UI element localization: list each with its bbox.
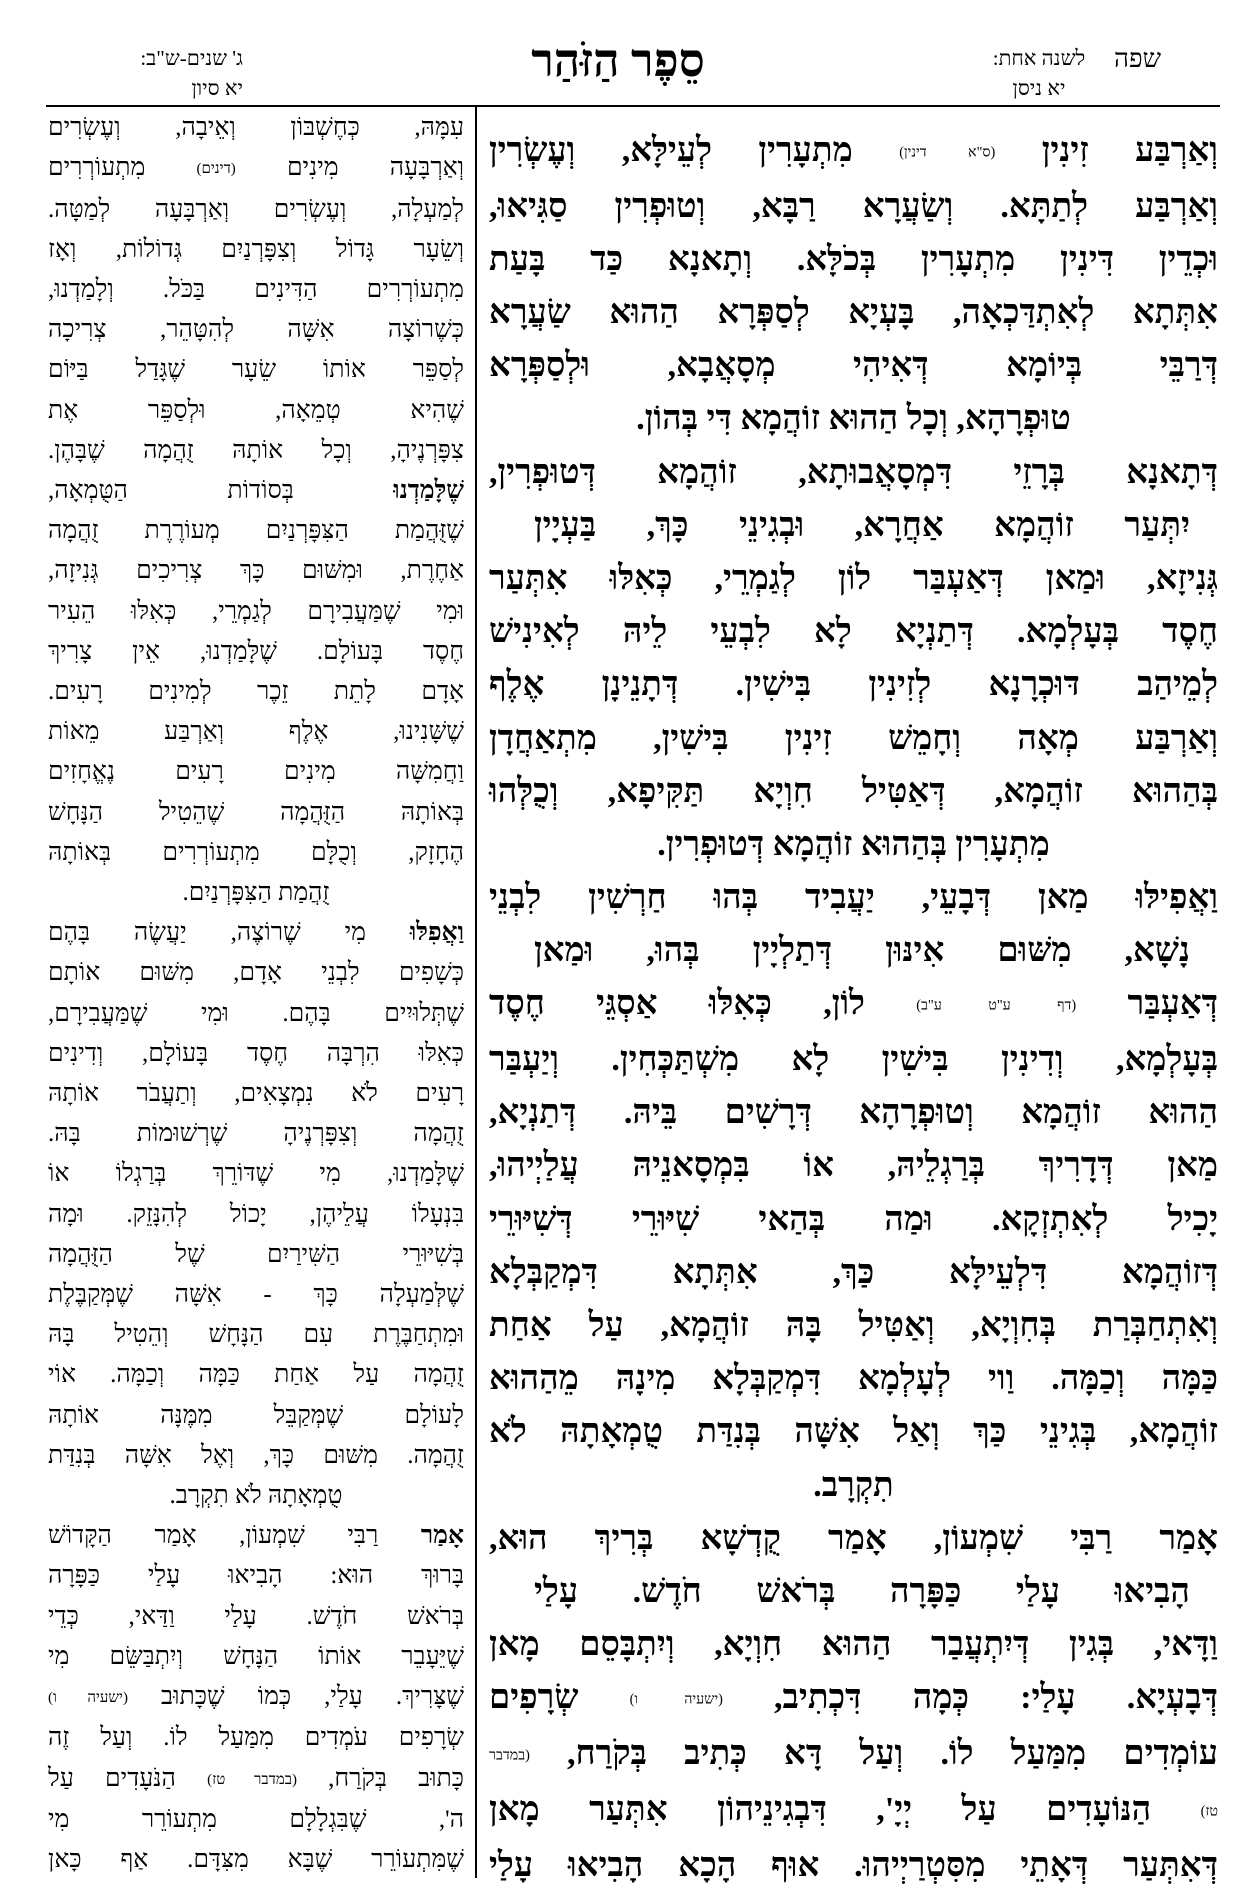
text-run: נָשָׁא, מִשּׁוּם אִינּוּן דְּתַלְיָין בְּהוּ, וּמַאן	[534, 932, 1190, 970]
translation-text-line	[48, 108, 464, 148]
aramaic-text-line	[489, 1086, 1218, 1139]
aramaic-text-line	[489, 1671, 1218, 1727]
text-run: אָדָם לָתֵת זֵכֶר לְמִינִים רָעִים.	[48, 678, 464, 705]
text-run: הַנֹּעָדִים עַל	[48, 1764, 208, 1792]
text-run: לָעוֹלָם שֶׁמְּקַבֵּל מִמֶּנָּה אוֹתָהּ	[48, 1401, 464, 1429]
text-run: שֶׁזֻּהֲמַת הַצִּפָּרְנַיִם מְעוֹרֶרֶת זֻהֲמָה	[48, 517, 464, 545]
aramaic-text-line	[489, 446, 1218, 499]
source-reference: (במדבר טז)	[207, 1771, 297, 1788]
source-reference: (דף ע"ט ע"ב)	[916, 997, 1077, 1014]
translation-text-line	[48, 913, 464, 953]
aramaic-text-line	[489, 392, 1218, 445]
aramaic-text-line	[489, 499, 1218, 552]
text-run: טֻמְאָתָהּ לֹא תִקְרָב.	[169, 1482, 343, 1510]
aramaic-text-line	[489, 977, 1218, 1033]
text-run: כַּמָּה וְכַמָּה. וַוי לְעָלְמָא דִּמְקַבְּלָא מִינָהּ מֵהַהוּא	[489, 1360, 1218, 1398]
translation-text-line	[48, 310, 464, 350]
text-run: מִתְעוֹרְרִים הַדִּינִים בַּכֹּל. וְלָמַדְנוּ,	[48, 275, 464, 303]
text-run: יִתְּעַר זוֹהֲמָא אַחֲרָא, וּבְגִינֵי כָּךְ, בַּעְיָין	[534, 506, 1190, 544]
translation-text-line	[48, 511, 464, 551]
aramaic-text-line	[489, 924, 1218, 977]
text-run: וְאַרְבַּע מְאָה וְחָמֵשׁ זִינִין בִּישִׁין, מִתְאַחֲדָן	[489, 719, 1218, 757]
text-run: ה', שֶׁבִּגְלָלָם מִתְעוֹרֵר מִי	[48, 1806, 464, 1833]
text-run: הַהוּא זוֹהֲמָא וְטוּפְרָהָא דְּרָשִׁים בֵּיהּ. דְּתַנְיָא,	[489, 1094, 1218, 1132]
text-run: שֶׁתְּלוּיִים בָּהֶם. וּמִי שֶׁמַּעֲבִירָם,	[48, 999, 464, 1027]
text-run: בְּרֹאשׁ חֹדֶשׁ. עָלַי וַדַּאי, כְּדֵי	[48, 1602, 464, 1630]
text-run: לְסַפֵּר אוֹתוֹ שֵׂעָר שֶׁגָּדַל בַּיּוֹם	[48, 356, 464, 384]
translation-text-line	[48, 1597, 464, 1637]
translation-text-line	[48, 752, 464, 792]
source-reference: (ס"א דינין)	[899, 144, 996, 161]
aramaic-text-line	[489, 1033, 1218, 1086]
text-run: מַאן דְּבָעֵי, יַעֲבִיד בְּהוּ חַרְשִׁין לִבְנֵי	[489, 879, 1136, 917]
aramaic-text-line	[489, 286, 1218, 339]
text-run: זִינִין	[995, 132, 1136, 169]
text-run: בְּסוֹדוֹת הַטֻּמְאָה,	[48, 476, 394, 504]
text-run: וַדָּאי, בְּגִין דְּיִתְעֲבַר הַהוּא חִוְיָא, וְיִתְבָּסֵם מָאן	[489, 1626, 1218, 1664]
translation-text-line	[48, 1275, 464, 1315]
translation-text-line	[48, 1355, 464, 1395]
text-run: עִמָּהּ, כְּחֶשְׁבּוֹן וְאֵיבָה, וְעֶשְׂרִים	[48, 114, 464, 141]
text-run: וּמִי שֶׁמַּעֲבִירָם לְגַמְרֵי, כְּאִלּוּ הֵעִיר	[48, 597, 464, 625]
aramaic-text-line	[489, 1618, 1218, 1671]
text-run: וַחֲמִשָּׁה מִינִים רָעִים נֶאֱחָזִים	[48, 758, 464, 786]
text-run: בָּרוּךְ הוּא: הָבִיאוּ עָלַי כַּפָּרָה	[48, 1562, 464, 1590]
text-run: מִי שֶׁרוֹצֶה, יַעֲשֶׂה בָּהֶם	[48, 919, 410, 947]
text-run: דְּזוֹהֲמָא דִּלְעֵילָּא כַּךְ, אִתְּתָא דִּמְקַבְּלָא	[489, 1253, 1218, 1291]
column-divider	[475, 106, 477, 1878]
aramaic-text-line	[489, 1246, 1218, 1299]
translation-text-line	[48, 953, 464, 993]
text-run: לְמֵיהַב דּוּכְרָנָא לְזִינִין בִּישִׁין. דְּתָנֵינָן אֶלֶף	[489, 666, 1218, 704]
text-run: שֶׁלָּמַדְנוּ, מִי שֶׁדּוֹרֵךְ בְּרַגְלוֹ אוֹ	[48, 1160, 464, 1188]
text-run: זֻהֲמָה. מִשּׁוּם כָּךְ, וְאֶל אִשָּׁה בְּנִדַּת	[48, 1441, 464, 1469]
translation-text-line	[48, 592, 464, 632]
hebrew-translation-column	[48, 108, 464, 1880]
text-run: שֶׁהִיא טְמֵאָה, וּלְסַפֵּר אֶת	[48, 396, 464, 424]
aramaic-text-line	[489, 1352, 1218, 1405]
translation-text-line	[48, 1315, 464, 1355]
text-run: שֶׁלְּמַעְלָה כָּךְ - אִשָּׁה שֶׁמְּקַבֶּלֶת	[48, 1281, 464, 1309]
text-run: מִתְעָרִין לְעֵילָּא, וְעֶשְׂרִין	[489, 132, 900, 169]
translation-text-line	[48, 391, 464, 431]
aramaic-text-line	[489, 1193, 1218, 1246]
text-run: זֻהֲמַת הַצִּפָּרְנַיִם.	[182, 879, 330, 907]
aramaic-text-line	[489, 658, 1218, 711]
text-run: כְּשָׁפִים לִבְנֵי אָדָם, מִשּׁוּם אוֹתָם	[48, 959, 464, 987]
aramaic-text-line	[489, 605, 1218, 658]
translation-text-line	[48, 1677, 464, 1718]
text-run: בְּרָזֵי דִּמְסָאֲבוּתָא, זוֹהֲמָא דְּטוּפְרִין,	[489, 453, 1127, 491]
translation-text-line	[48, 148, 464, 189]
text-run: שֶׁמִּתְעוֹרֵר שֶׁבָּא מִצִּדָּם. אַף כָּאן	[48, 1846, 464, 1874]
text-run: דְּאַעְבַּר	[1076, 985, 1219, 1023]
text-run: מַאן דְּדָרִיךְ בְּרַגְלֵיהּ, אוֹ בִּמְסָאנֵיהּ עֲלַיְיהוּ,	[489, 1147, 1218, 1185]
text-run: וְשֵׂעָר גָּדוֹל וְצִפָּרְנַיִם גְּדוֹלוֹת, וְאָז	[48, 235, 464, 263]
text-run: אִתְּתָא לְאִתְדַּכְאָה, בָּעְיָא לְסַפְּרָא הַהוּא שַׂעֲרָא	[489, 294, 1218, 332]
translation-text-line	[48, 190, 464, 230]
aramaic-text-line	[489, 1405, 1218, 1458]
source-reference: (במדבר	[489, 1747, 530, 1764]
header-divider	[46, 105, 1220, 107]
text-run: כָּתוּב בְּקֹרַח,	[296, 1764, 464, 1792]
aramaic-text-line	[489, 1459, 1218, 1512]
aramaic-text-line	[489, 233, 1218, 286]
aramaic-text-column	[489, 124, 1218, 1884]
text-run: וְאַרְבַּע לְתַתָּא. וְשַׂעֲרָא רַבָּא, וְטוּפְרִין סַגִּיאוּ,	[489, 187, 1218, 225]
text-run: אַחֶרֶת, וּמִשּׁוּם כָּךְ צְרִיכִים גְּנִיזָה,	[48, 557, 464, 585]
text-run: שְׂרָפִים	[489, 1679, 630, 1717]
schedule-three-years-date: יא סיון	[191, 76, 243, 100]
translation-text-line	[48, 350, 464, 390]
translation-text-line	[48, 873, 464, 913]
aramaic-text-line	[489, 1299, 1218, 1352]
text-run: בְּשִׁיּוּרֵי הַשִּׁירַיִם שֶׁל הַזֻּהֲמָה	[48, 1240, 464, 1268]
text-run: שֶׁשָּׁנִינוּ, אֶלֶף וְאַרְבַּע מֵאוֹת	[48, 718, 464, 746]
translation-text-line	[48, 632, 464, 672]
text-run: טוּפְרָהָא, וְכָל הַהוּא זוֹהֲמָא דִּי בְּהוֹן.	[636, 400, 1071, 438]
aramaic-text-line	[489, 339, 1218, 392]
source-reference: (ישעיה ו)	[48, 1690, 128, 1707]
translation-text-line	[48, 551, 464, 591]
text-run: חֶסֶד בְּעָלְמָא. דְּתַנְיָא לָא לִבְעֵי לֵיהּ לְאִינִישׁ	[489, 613, 1218, 651]
text-run: לְמַעְלָה, וְעֶשְׂרִים וְאַרְבָּעָה לְמַטָּה.	[48, 195, 464, 223]
source-reference: (ישעיה ו)	[629, 1691, 723, 1708]
translation-text-line	[48, 994, 464, 1034]
aramaic-text-line	[489, 818, 1218, 871]
text-run: עוֹמְדִים מִמַּעַל לוֹ. וְעַל דָּא כְּתִיב בְּקֹרַח,	[529, 1734, 1218, 1772]
text-run: דְּאִתְּעַר דְּאָתֵי מִסִּטְרַיְיהוּ. אוּף הָכָא הָבִיאוּ עָלַי	[489, 1846, 1218, 1884]
text-run: תִקְרָב.	[813, 1466, 894, 1504]
aramaic-text-line	[489, 1139, 1218, 1192]
text-run: יָכִיל לְאִתְזְקָא. וּמַה בְּהַאי שִׁיּוּרֵי דְּשִׁיּוּרֵי	[489, 1200, 1218, 1238]
source-reference: (דינים)	[196, 161, 236, 178]
page-id: שפה	[1114, 44, 1161, 73]
text-run: וּמִתְחַבֶּרֶת עִם הַנָּחָשׁ וְהֵטִיל בָּהּ	[48, 1321, 464, 1349]
translation-text-line	[48, 1759, 464, 1800]
text-run: זֻהֲמָה עַל אַחַת כַּמָּה וְכַמָּה. אוֹי	[48, 1361, 464, 1389]
text-run: זֻהֲמָה וְצִפָּרְנֶיהָ שֶׁרְשׁוּמוֹת בָּהּ.	[48, 1120, 464, 1148]
text-run: כְּאִלּוּ הִרְבָּה חֶסֶד בָּעוֹלָם, וְדִינִים	[48, 1039, 464, 1067]
translation-text-line	[48, 230, 464, 270]
aramaic-text-line	[489, 1565, 1218, 1618]
translation-text-line	[48, 833, 464, 873]
aramaic-text-line	[489, 1727, 1218, 1783]
schedule-three-years-label: ג' שנים-ש"ב:	[140, 46, 243, 70]
text-run: וּכְדֵין דִּינִין מִתְעָרִין בְּכֹלָּא. וְתָאנָא כַּד בָּעַת	[489, 240, 1218, 278]
translation-text-line	[48, 1516, 464, 1556]
text-run: צִפָּרְנֶיהָ, וְכָל אוֹתָהּ זֻהֲמָה שֶׁבָּהֶן.	[48, 436, 464, 464]
text-run: בִּנְעָלוֹ עֲלֵיהֶן, יָכוֹל לְהִנָּזֵק. וּמָה	[48, 1200, 464, 1228]
text-run: חֶסֶד בָּעוֹלָם. שֶׁלָּמַדְנוּ, אֵין צָרִיךְ	[48, 637, 464, 665]
aramaic-text-line	[489, 552, 1218, 605]
aramaic-text-line	[489, 712, 1218, 765]
translation-text-line	[48, 1800, 464, 1840]
text-run: מִתְעָרִין בְּהַהוּא זוֹהֲמָא דְּטוּפְרִין.	[657, 825, 1050, 863]
translation-text-line	[48, 1235, 464, 1275]
text-run: רַבִּי שִׁמְעוֹן, אָמַר קֻדְשָׁא בְּרִיךְ הוּא,	[489, 1519, 1160, 1557]
text-run: בְּעָלְמָא, וְדִינִין בִּישִׁין לָא מִשְׁתַּכְּחִין. וְיַעְבַּר	[489, 1041, 1218, 1079]
translation-text-line	[48, 1195, 464, 1235]
schedule-one-year-label: לשנה אחת:	[992, 46, 1086, 70]
text-run: הֶחָזָק, וְכֻלָּם מִתְעוֹרְרִים בְּאוֹתָהּ	[48, 838, 464, 866]
text-run: רַבִּי שִׁמְעוֹן, אָמַר הַקָּדוֹשׁ	[48, 1522, 421, 1550]
text-run: הָבִיאוּ עָלַי כַּפָּרָה בְּרֹאשׁ חֹדֶשׁ. עָלַי	[534, 1572, 1190, 1610]
book-title: סֵפֶר הַזֹּהַר	[531, 35, 705, 86]
lead-word: וְאַרְבַּע	[1135, 132, 1218, 169]
translation-text-line	[48, 1556, 464, 1596]
text-run: שֶׁצָּרִיךְ. עָלַי, כְּמוֹ שֶׁכָּתוּב	[127, 1683, 465, 1711]
translation-text-line	[48, 1396, 464, 1436]
translation-text-line	[48, 1436, 464, 1476]
text-run: מִתְעוֹרְרִים	[48, 154, 197, 182]
source-reference: טז)	[1200, 1803, 1218, 1820]
text-run: גְּנִיזָא, וּמַאן דְּאַעְבַּר לוֹן לְגַמְרֵי, כְּאִלּוּ אִתְּעַר	[489, 559, 1218, 597]
translation-text-line	[48, 1034, 464, 1074]
text-run: לוֹן, כְּאִלּוּ אַסְגֵּי חֶסֶד	[489, 985, 917, 1023]
lead-word: שֶׁלָּמַדְנוּ	[393, 476, 464, 504]
lead-word: וַאֲפִלּוּ	[409, 919, 464, 947]
translation-text-line	[48, 1718, 464, 1758]
translation-text-line	[48, 471, 464, 511]
lead-word: וַאֲפִילּוּ	[1135, 879, 1218, 917]
aramaic-text-line	[489, 765, 1218, 818]
text-run: דְּבָעְיָא. עָלַי: כְּמָה דִּכְתִיב,	[722, 1679, 1218, 1717]
lead-word: דְּתָאנָא	[1126, 453, 1218, 491]
text-run: רָעִים לֹא נִמְצָאִים, וְתַעֲבֹר אוֹתָהּ	[48, 1080, 464, 1108]
translation-text-line	[48, 1114, 464, 1154]
text-run: וְאַרְבָּעָה מִינִים	[235, 154, 465, 182]
translation-text-line	[48, 793, 464, 833]
lead-word: אָמַר	[420, 1522, 464, 1550]
translation-text-line	[48, 712, 464, 752]
aramaic-text-line	[489, 180, 1218, 233]
text-run: בְּאוֹתָהּ הַזֻּהֲמָה שֶׁהֵטִיל הַנָּחָשׁ	[48, 798, 464, 826]
text-run: וְאִתְחַבְּרַת בְּחִוְיָא, וְאַטִּיל בָּהּ זוֹהֲמָא, עַל אַחַת	[489, 1307, 1218, 1344]
text-run: הַנּוֹעָדִים עַל יְיָ', דִּבְגִינֵיהוֹן אִתְּעַר מָאן	[489, 1790, 1201, 1828]
translation-text-line	[48, 1154, 464, 1194]
aramaic-text-line	[489, 1783, 1218, 1839]
lead-word: אָמַר	[1159, 1519, 1218, 1557]
translation-text-line	[48, 1637, 464, 1677]
text-run: דְּרַבֵּי בְּיוֹמָא דְּאִיהִי מְסָאֲבָא, וּלְסַפְּרָא	[489, 347, 1218, 385]
text-run: שְׂרָפִים עֹמְדִים מִמַּעַל לוֹ. וְעַל זֶה	[48, 1724, 464, 1752]
translation-text-line	[48, 1074, 464, 1114]
text-run: זוֹהֲמָא, בְּגִינֵי כַּךְ וְאַל אִשָּׁה בְּנִדַּת טֻמְאָתָהּ לֹא	[489, 1413, 1218, 1451]
aramaic-text-line	[489, 124, 1218, 180]
aramaic-text-line	[489, 871, 1218, 924]
text-run: שֶׁיֵּעָבֵר אוֹתוֹ הַנָּחָשׁ וְיִתְבַּשֵּׂם מִי	[48, 1642, 464, 1670]
translation-text-line	[48, 672, 464, 712]
text-run: כְּשֶׁרוֹצָה אִשָּׁה לְהִטָּהֵר, צְרִיכָה	[48, 316, 464, 344]
schedule-one-year-date: יא ניסן	[1012, 76, 1066, 100]
aramaic-text-line	[489, 1839, 1218, 1884]
translation-text-line	[48, 1476, 464, 1516]
aramaic-text-line	[489, 1512, 1218, 1565]
translation-text-line	[48, 1840, 464, 1880]
translation-text-line	[48, 270, 464, 310]
text-run: בְּהַהוּא זוֹהֲמָא, דְּאַטִּיל חִוְיָא תַּקִּיפָא, וְכֻלְּהוּ	[489, 772, 1218, 810]
translation-text-line	[48, 431, 464, 471]
